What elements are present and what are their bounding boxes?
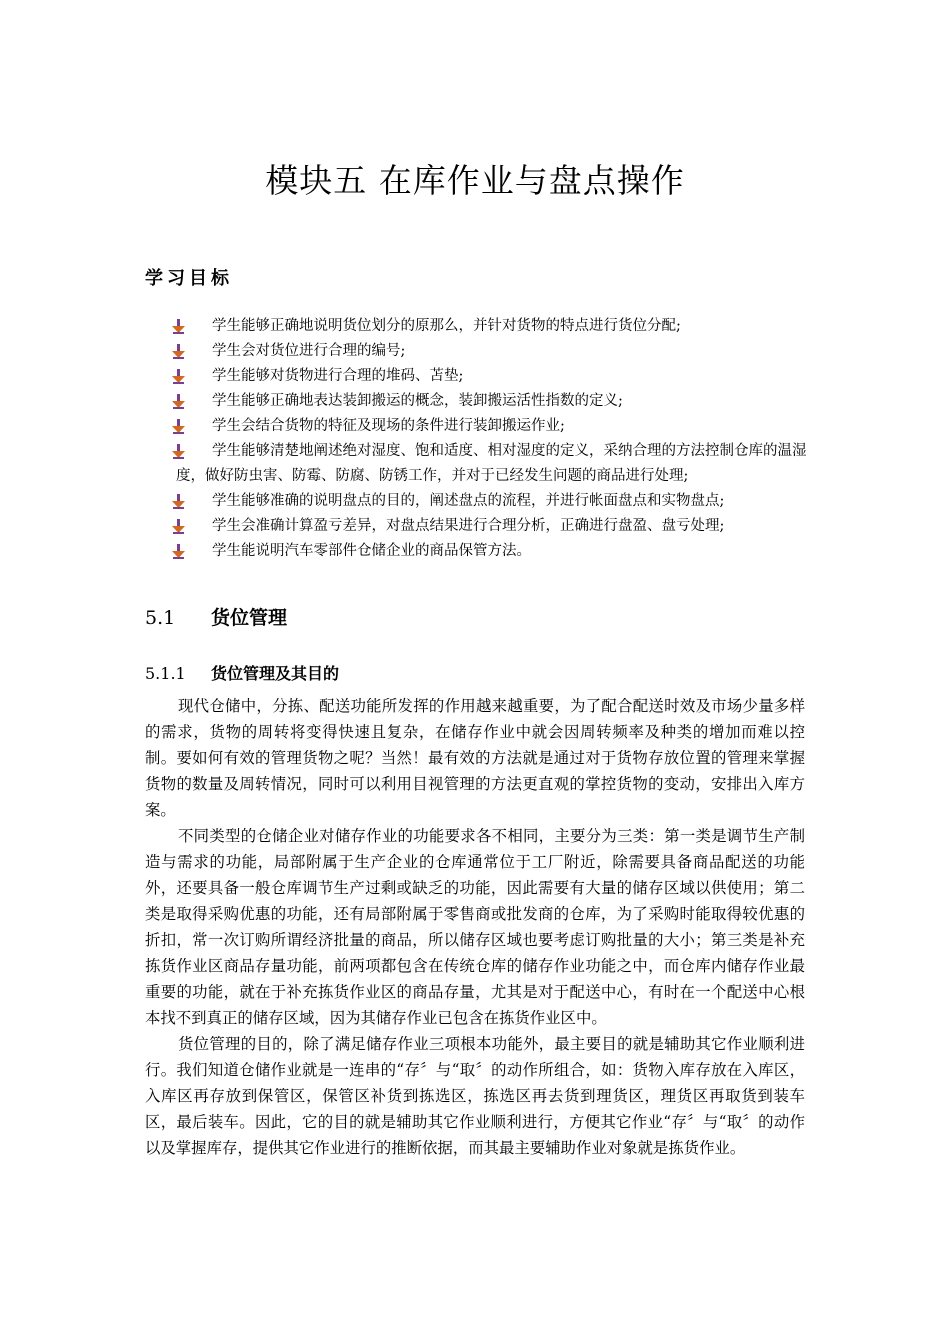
paragraph: 现代仓储中，分拣、配送功能所发挥的作用越来越重要，为了配合配送时效及市场少量多样的需求，货物的周转将变得快速且复杂，在储存作业中就会因周转频率及种类的增加而难以控制。要如何有效的管理货物之呢？当然！最有效的方法就是通过对于货物存放位置的管理来掌握货物的数量及周转情况，同时可以利用目视管理的方法更直观的掌控货物的变动，安排出入库方案。 xyxy=(145,697,805,819)
objective-text: 学生会准确计算盈亏差异，对盘点结果进行合理分析，正确进行盘盈、盘亏处理; xyxy=(212,518,725,534)
arrow-bullet-icon xyxy=(172,519,186,534)
objective-item xyxy=(172,439,812,489)
paragraph: 货位管理的目的，除了满足储存作业三项根本功能外，最主要目的就是辅助其它作业顺利进行。我们知道仓储作业就是一连串的“存〞与“取〞的动作所组合，如：货物入库存放在入库区，入库区再存放到保管区，保管区补货到拣选区，拣选区再去货到理货区，理货区再取货到装车区，最后装车。因此，它的目的就是辅助其它作业顺利进行，方便其它作业“存〞与“取〞的动作以及掌握库存，提供其它作业进行的推断依据，而其最主要辅助作业对象就是拣货作业。 xyxy=(145,1035,805,1157)
body-text xyxy=(145,693,805,1161)
objective-item xyxy=(172,414,812,439)
objective-text: 学生能够正确地说明货位划分的原那么，并针对货物的特点进行货位分配; xyxy=(212,318,681,334)
objective-item xyxy=(172,314,812,339)
section-number: 5.1 xyxy=(145,607,176,629)
arrow-bullet-icon xyxy=(172,344,186,359)
objective-text: 学生会结合货物的特征及现场的条件进行装卸搬运作业; xyxy=(212,418,565,434)
objective-item xyxy=(172,364,812,389)
objective-item xyxy=(172,514,812,539)
objective-text: 学生能说明汽车零部件仓储企业的商品保管方法。 xyxy=(212,543,531,559)
arrow-bullet-icon xyxy=(172,494,186,509)
arrow-bullet-icon xyxy=(172,394,186,409)
section-title: 货位管理 xyxy=(211,607,288,629)
arrow-bullet-icon xyxy=(172,544,186,559)
objective-text: 学生会对货位进行合理的编号; xyxy=(212,343,406,359)
arrow-bullet-icon xyxy=(172,319,186,334)
objective-text: 学生能够准确的说明盘点的目的，阐述盘点的流程，并进行帐面盘点和实物盘点; xyxy=(212,493,725,509)
objective-text: 学生能够正确地表达装卸搬运的概念，装卸搬运活性指数的定义; xyxy=(212,393,623,409)
subsection-title: 货位管理及其目的 xyxy=(211,664,340,683)
objective-item xyxy=(172,539,812,564)
subsection-heading xyxy=(145,661,339,684)
objective-item xyxy=(172,489,812,514)
objectives-heading: 学习目标 xyxy=(145,268,233,289)
arrow-bullet-icon xyxy=(172,419,186,434)
arrow-bullet-icon xyxy=(172,444,186,459)
arrow-bullet-icon xyxy=(172,369,186,384)
objectives-list xyxy=(172,314,812,564)
objective-text: 学生能够对货物进行合理的堆码、苫垫; xyxy=(212,368,464,384)
subsection-number: 5.1.1 xyxy=(145,664,186,683)
section-heading xyxy=(145,603,287,630)
objective-item xyxy=(172,339,812,364)
paragraph: 不同类型的仓储企业对储存作业的功能要求各不相同，主要分为三类：第一类是调节生产制造与需求的功能，局部附属于生产企业的仓库通常位于工厂附近，除需要具备商品配送的功能外，还要具备一般仓库调节生产过剩或缺乏的功能，因此需要有大量的储存区域以供使用；第二类是取得采购优惠的功能，还有局部附属于零售商或批发商的仓库，为了采购时能取得较优惠的折扣，常一次订购所谓经济批量的商品，所以储存区域也要考虑订购批量的大小；第三类是补充拣货作业区商品存量功能，前两项都包含在传统仓库的储存作业功能之中，而仓库内储存作业最重要的功能，就在于补充拣货作业区的商品存量，尤其是对于配送中心，有时在一个配送中心根本找不到真正的储存区域，因为其储存作业已包含在拣货作业区中。 xyxy=(145,827,805,1027)
objective-text: 学生能够清楚地阐述绝对湿度、饱和适度、相对湿度的定义，采纳合理的方法控制仓库的温湿度，做好防虫害、防霉、防腐、防锈工作，并对于已经发生问题的商品进行处理; xyxy=(176,443,807,484)
objective-item xyxy=(172,389,812,414)
page-title: 模块五 在库作业与盘点操作 xyxy=(265,161,685,200)
